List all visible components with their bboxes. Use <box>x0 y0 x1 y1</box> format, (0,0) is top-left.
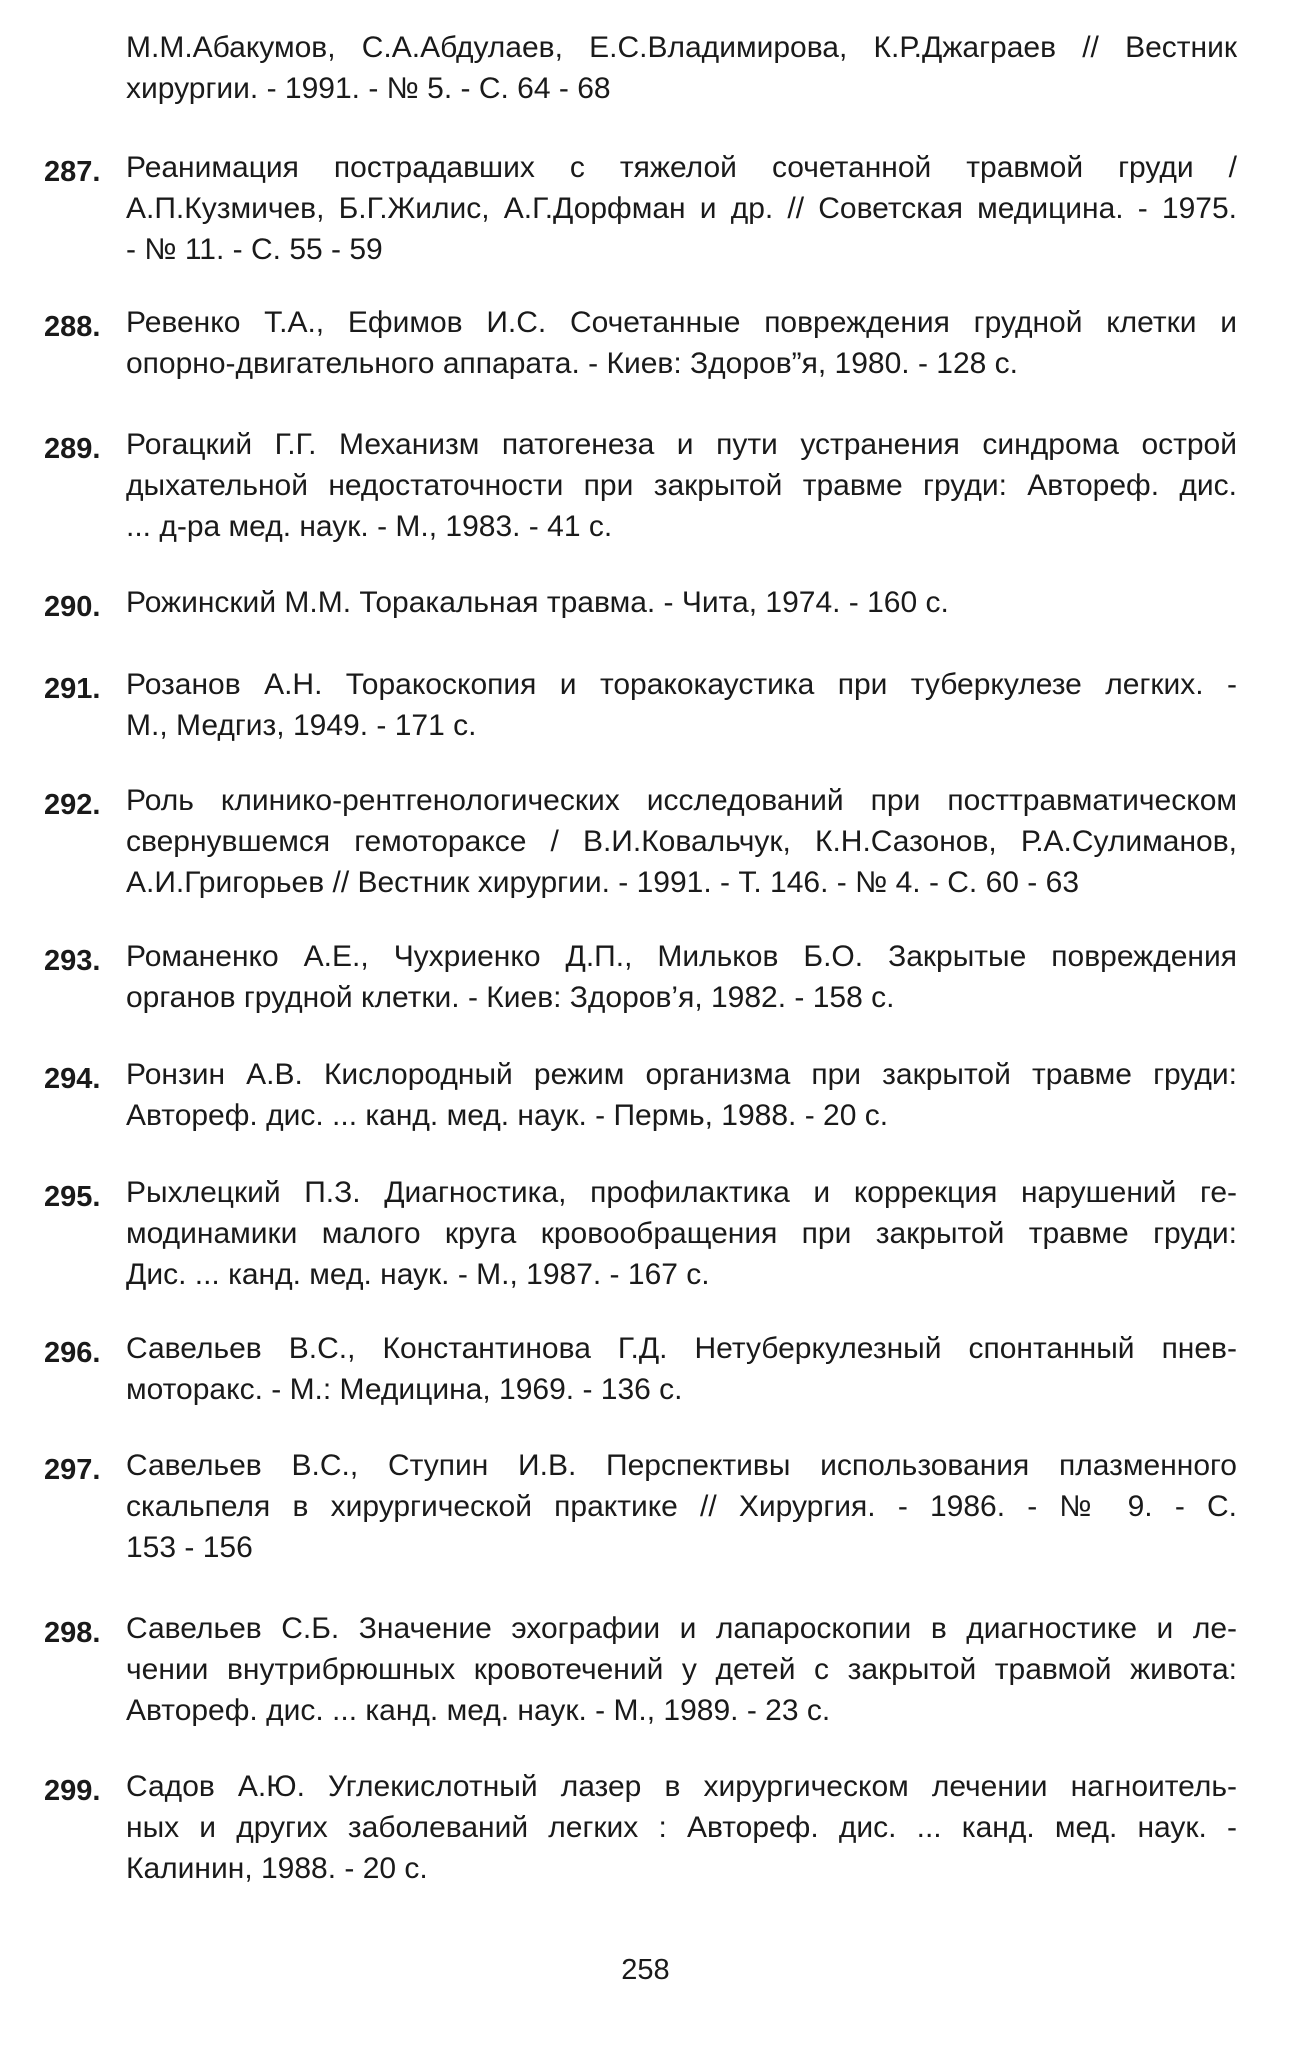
entry-number: 297. <box>44 1454 101 1486</box>
entry-text-line: опорно-двигательного аппарата. - Киев: Здоров”я, 1980. - 128 с. <box>126 347 1018 380</box>
entry-text-line: Рожинский М.М. Торакальная травма. - Чита, 1974. - 160 с. <box>126 586 949 619</box>
entry-text-line: скальпеля в хирургической практике // Хирургия. - 1986. - № 9. - С. <box>126 1490 1237 1523</box>
entry-text-line: Калинин, 1988. - 20 с. <box>126 1852 428 1885</box>
entry-text-line: 153 - 156 <box>126 1531 253 1564</box>
entry-number: 291. <box>44 673 101 705</box>
entry-text-line: Садов А.Ю. Углекислотный лазер в хирургическом лечении нагноитель- <box>126 1770 1237 1803</box>
entry-text-line: модинамики малого круга кровообращения при закрытой травме груди: <box>126 1217 1237 1250</box>
entry-number: 293. <box>44 945 101 977</box>
entry-number: 288. <box>44 311 101 343</box>
entry-number: 294. <box>44 1063 101 1095</box>
entry-text-line: ... д-ра мед. наук. - М., 1983. - 41 с. <box>126 510 613 543</box>
entry-text-line: Автореф. дис. ... канд. мед. наук. - Пермь, 1988. - 20 с. <box>126 1099 889 1132</box>
entry-text-line: Савельев С.Б. Значение эхографии и лапароскопии в диагностике и ле- <box>126 1612 1237 1645</box>
entry-number: 296. <box>44 1337 101 1369</box>
entry-number: 295. <box>44 1181 101 1213</box>
entry-text-line: чении внутрибрюшных кровотечений у детей с закрытой травмой живота: <box>126 1653 1237 1686</box>
entry-text-line: Автореф. дис. ... канд. мед. наук. - М., 1989. - 23 с. <box>126 1694 831 1727</box>
entry-text-line: Романенко А.Е., Чухриенко Д.П., Мильков Б.О. Закрытые повреждения <box>126 940 1237 973</box>
entry-number: 290. <box>44 591 101 623</box>
entry-number: 289. <box>44 433 101 465</box>
entry-text-line: Рогацкий Г.Г. Механизм патогенеза и пути устранения синдрома острой <box>126 428 1237 461</box>
entry-text-line: органов грудной клетки. - Киев: Здоров’я, 1982. - 158 с. <box>126 981 895 1014</box>
entry-text-line: дыхательной недостаточности при закрытой травме груди: Автореф. дис. <box>126 469 1237 502</box>
entry-text-line: хирургии. - 1991. - № 5. - С. 64 - 68 <box>126 72 611 105</box>
entry-text-line: Дис. ... канд. мед. наук. - М., 1987. - 167 с. <box>126 1258 710 1291</box>
entry-text-line: Ревенко Т.А., Ефимов И.С. Сочетанные повреждения грудной клетки и <box>126 306 1237 339</box>
entry-text-line: Роль клинико-рентгенологических исследований при посттравматическом <box>126 784 1237 817</box>
page-number: 258 <box>621 1954 670 1986</box>
entry-text-line: - № 11. - С. 55 - 59 <box>126 233 383 266</box>
entry-text-line: А.И.Григорьев // Вестник хирургии. - 1991. - Т. 146. - № 4. - С. 60 - 63 <box>126 866 1079 899</box>
entry-number: 298. <box>44 1617 101 1649</box>
entry-text-line: моторакс. - М.: Медицина, 1969. - 136 с. <box>126 1373 683 1406</box>
entry-text-line: Реанимация пострадавших с тяжелой сочетанной травмой груди / <box>126 151 1237 184</box>
entry-text-line: Рыхлецкий П.З. Диагностика, профилактика и коррекция нарушений ге- <box>126 1176 1237 1209</box>
entry-text-line: М.М.Абакумов, С.А.Абдулаев, Е.С.Владимирова, К.Р.Джаграев // Вестник <box>126 31 1237 64</box>
entry-text-line: ных и других заболеваний легких : Автореф. дис. ... канд. мед. наук. - <box>126 1811 1237 1844</box>
entry-number: 287. <box>44 156 101 188</box>
entry-text-line: Розанов А.Н. Торакоскопия и торакокаустика при туберкулезе легких. - <box>126 668 1237 701</box>
entry-text-line: Савельев В.С., Ступин И.В. Перспективы использования плазменного <box>126 1449 1237 1482</box>
entry-text-line: Ронзин А.В. Кислородный режим организма при закрытой травме груди: <box>126 1058 1237 1091</box>
entry-number: 299. <box>44 1775 101 1807</box>
entry-text-line: А.П.Кузмичев, Б.Г.Жилис, А.Г.Дорфман и др. // Советская медицина. - 1975. <box>126 192 1237 225</box>
entry-text-line: Савельев В.С., Константинова Г.Д. Нетуберкулезный спонтанный пнев- <box>126 1332 1237 1365</box>
entry-text-line: М., Медгиз, 1949. - 171 с. <box>126 709 477 742</box>
entry-text-line: свернувшемся гемотораксе / В.И.Ковальчук, К.Н.Сазонов, Р.А.Сулиманов, <box>126 825 1237 858</box>
entry-number: 292. <box>44 789 101 821</box>
